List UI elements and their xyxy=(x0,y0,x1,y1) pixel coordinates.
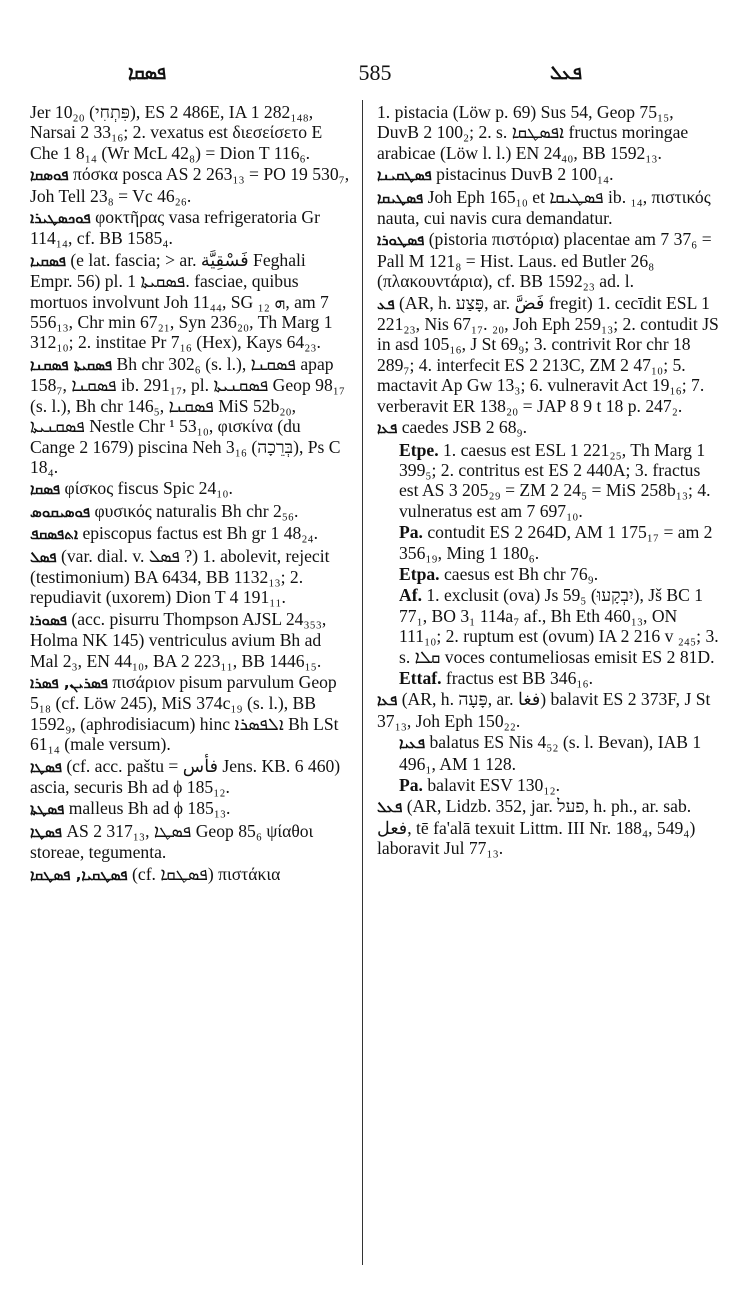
entry-text: balavit ESV 130₁₂. xyxy=(427,775,561,795)
dictionary-entry xyxy=(377,164,720,185)
entry-text: 1. pistacia (Löw p. 69) Sus 54, Geop 75₁₅, DuvB 2 100₂; 2. s. ܐܦܣܛܩܐ fructus moringae arabicae (Löw l. l.) EN 24₄₀, BB 1592₁₃. xyxy=(377,102,689,163)
entry-text: (AR, Lidzb. 352, jar. פעל, h. ph., ar. sab. فعل, tē fa'alā texuit Littm. III Nr. 188₄, 549₄) laboravit Jul 77₁₃. xyxy=(377,796,696,859)
dictionary-entry xyxy=(377,732,720,774)
syriac-headword: ܦܥܐ xyxy=(377,691,398,710)
entry-text: πόσκα posca AS 2 263₁₃ = PO 19 530₇, Joh Tell 23₈ = Vc 46₂₆. xyxy=(30,164,350,206)
dictionary-entry xyxy=(377,187,720,229)
dictionary-entry xyxy=(377,522,720,563)
entry-text: (e lat. fascia; > ar. فَسْقِيَّة Feghali Empr. 56) pl. ܦܣܩܝܬܐ 1. fasciae, quibus mortuos involvunt Joh 11₄₄, SG ܗ ₁₂, am 7 556₁₃, Chr min 67₂₁, Syn 236₂₀, Th Marg 1 312₁₀; 2. institae Pr 7₁₆ (Hex), Kays 64₂₃. xyxy=(30,249,333,353)
syriac-headword: ܦܘܟܣܛܝܪܐ xyxy=(30,209,91,228)
entry-text: pistacinus DuvB 2 100₁₄. xyxy=(436,164,614,185)
dictionary-entry xyxy=(30,102,350,163)
entry-text: (AR, h. פָּעָה, ar. فغا) balavit ES 2 373F, J St 37₁₃, Joh Eph 150₂₂. xyxy=(377,689,711,731)
syriac-headword: ܦܘܣܩܐ xyxy=(30,166,69,185)
entry-text: φυσικός naturalis Bh chr 2₅₆. xyxy=(94,500,299,521)
right-running-headword: ܦܥܠ xyxy=(550,62,583,84)
syriac-headword: ܦܣܛܘܪܐ xyxy=(377,231,425,250)
stem-label: Etpe. xyxy=(399,439,439,460)
entry-text: (var. dial. v. ܦܣܠ ?) 1. abolevit, rejecit (testimonium) BA 6434, BB 1132₁₃; 2. repudiavit (uxorem) Dion T 4 191₁₁. xyxy=(30,545,330,608)
dictionary-entry xyxy=(30,354,350,477)
entry-text: caesus est Bh chr 76₉. xyxy=(443,563,599,584)
dictionary-entry xyxy=(30,609,350,671)
page-header xyxy=(0,62,750,92)
syriac-headword: ܦܣܛܝܩܐ xyxy=(377,188,424,207)
syriac-headword: ܦܘܣܝܩܘܣ xyxy=(30,502,91,521)
syriac-headword: ܦܣܛܩܝܐ, ܦܣܛܩܐ xyxy=(30,865,128,884)
dictionary-entry xyxy=(377,293,720,416)
syriac-headword: ܦܣܛܩܝܢܐ xyxy=(377,166,432,185)
entry-text: Joh Eph 165₁₀ et ܦܣܛܝܩܐ ib. ₁₄, πιστικός nauta, cui navis cura demandatur. xyxy=(377,186,711,229)
entry-text: φοκτῆρας vasa refrigeratoria Gr 114₁₄, cf. BB 1585₄. xyxy=(30,207,320,249)
page-number: 585 xyxy=(358,60,392,85)
entry-text: Bh chr 302₆ (s. l.), ܦܣܩܢܐ apap 158₇, ܦܣܩܢܐ ib. 291₁₇, pl. ܦܣܩܢܝܬܐ Geop 98₁₇ (s. l.), Bh chr 146₅, ܦܣܩܢܐ MiS 52b₂₀, ܦܣܩܢܝܬܐ Nestle Chr ¹ 53₁₀, φισκίνα (du Cange 2 1679) piscina Neh 3₁₆ (בְּרֵכָה), Ps C 18₄. xyxy=(30,353,346,477)
dictionary-entry xyxy=(377,796,720,858)
syriac-headword: ܦܣܪܝܢ, ܦܣܪܐ xyxy=(30,673,108,692)
syriac-headword: ܐܬܦܣܩܦ xyxy=(30,525,79,544)
entry-text: (cf. acc. paštu = فأس Jens. KB. 6 460) ascia, securis Bh ad ϕ 185₁₂. xyxy=(30,755,341,797)
right-column xyxy=(377,102,720,859)
dictionary-entry xyxy=(377,102,720,163)
dictionary-entry xyxy=(30,756,350,798)
syriac-headword: ܦܥܐ xyxy=(377,419,398,438)
dictionary-entry xyxy=(30,672,350,755)
dictionary-entry xyxy=(30,864,350,885)
entry-text: 1. caesus est ESL 1 221₂₅, Th Marg 1 399₅; 2. contritus est ES 2 440A; 3. fractus est AS 3 205₂₉ = ZM 2 24₅ = MiS 258b₁₃; 4. vulneratus est am 7 697₁₀. xyxy=(399,439,711,521)
entry-text: fractus est BB 346₁₆. xyxy=(445,667,594,688)
left-running-headword: ܦܣܩܐ xyxy=(128,62,167,84)
dictionary-entry xyxy=(377,564,720,584)
dictionary-entry xyxy=(30,164,350,206)
entry-text: episcopus factus est Bh gr 1 48₂₄. xyxy=(82,523,319,544)
entry-text: balatus ES Nis 4₅₂ (s. l. Bevan), IAB 1 496₁, AM 1 128. xyxy=(399,732,702,774)
syriac-headword: ܦܣܠ xyxy=(30,547,57,566)
dictionary-entry xyxy=(377,689,720,731)
syriac-headword: ܦܥܝܐ xyxy=(399,734,426,753)
dictionary-entry xyxy=(377,229,720,291)
dictionary-entry xyxy=(377,668,720,688)
dictionary-entry xyxy=(30,546,350,608)
column-divider xyxy=(362,100,363,1265)
dictionary-entry xyxy=(377,440,720,522)
stem-label: Pa. xyxy=(399,522,423,543)
dictionary-entry xyxy=(30,501,350,522)
syriac-headword: ܦܣܛܐ xyxy=(30,757,62,776)
dictionary-entry xyxy=(30,821,350,863)
entry-text: AS 2 317₁₃, ܦܣܛܐ Geop 85₆ ψίαθοι storeae, tegumenta. xyxy=(30,820,314,863)
entry-text: (acc. pisurru Thompson AJSL 24₃₅₃, Holma NK 145) ventriculus avium Bh ad Mal 2₃, EN 44₁₀, BA 2 223₁₁, BB 1446₁₅. xyxy=(30,608,327,671)
syriac-headword: ܦܣܩܝܐ xyxy=(30,251,66,270)
dictionary-entry xyxy=(30,798,350,819)
syriac-headword: ܦܥ xyxy=(377,294,395,313)
stem-label: Pa. xyxy=(399,775,423,795)
syriac-headword: ܦܣܩܐ xyxy=(30,480,61,499)
entry-text: caedes JSB 2 68₉. xyxy=(401,417,528,438)
syriac-headword: ܦܣܩܝܬܐ ܦܣܩܢܐ xyxy=(30,355,113,374)
dictionary-entry xyxy=(30,207,350,249)
left-column xyxy=(30,102,350,885)
dictionary-entry xyxy=(30,250,350,353)
entry-text: contudit ES 2 264D, AM 1 175₁₇ = am 2 356₁₉, Ming 1 180₆. xyxy=(399,522,713,563)
dictionary-entry xyxy=(377,417,720,438)
entry-text: (pistoria πιστόρια) placentae am 7 37₆ = Pall M 121₈ = Hist. Laus. ed Butler 26₈ (πλακουντάρια), cf. BB 1592₂₃ ad. l. xyxy=(377,229,712,292)
stem-label: Af. xyxy=(399,585,422,606)
stem-label: Etpa. xyxy=(399,563,440,584)
entry-text: Jer 10₂₀ (פִּתְחִי), ES 2 486E, IA 1 282₁₄₈, Narsai 2 33₁₆; 2. vexatus est διεσείσετο E Che 1 8₁₄ (Wr McL 42₈) = Dion T 116₆. xyxy=(30,102,323,163)
dictionary-entry xyxy=(377,585,720,667)
dictionary-entry xyxy=(30,478,350,499)
entry-text: malleus Bh ad ϕ 185₁₃. xyxy=(68,798,231,819)
syriac-headword: ܦܥܠ xyxy=(377,798,403,817)
entry-text: φίσκος fiscus Spic 24₁₀. xyxy=(64,478,233,499)
entry-text: (AR, h. פָּצַע, ar. فَضَّ fregit) 1. cecīdit ESL 1 221₂₃, Nis 67₁₇. ₂₀, Joh Eph 259₁₃; 2. contudit JS in asd 105₁₆, J St 69₉; 3. contrivit Ror chr 18 289₇; 4. interfecit ES 2 213C, ZM 2 47₁₀; 5. mactavit Ap Gw 13₃; 6. vulneravit Act 19₁₆; 7. verberavit ER 138₂₀ = JAP 8 9 t 18 p. 247₂. xyxy=(377,292,719,416)
entry-text: 1. exclusit (ova) Js 59₅ (יִבְקָעוּ), Jš BC 1 77₁, BO 3₁ 114a₇ af., Bh Eth 460₁₃, ON 111₁₀; 2. ruptum est (ovum) IA 2 216 v ₂₄₅; 3. s. ܩܠܐ voces contumeliosas emisit ES 2 81D. xyxy=(399,585,719,667)
syriac-headword: ܦܣܛܬܐ xyxy=(30,800,65,819)
dictionary-entry xyxy=(30,523,350,544)
dictionary-entry xyxy=(377,775,720,795)
syriac-headword: ܦܣܘܪܐ xyxy=(30,610,67,629)
entry-text: πισάριον pisum parvulum Geop 5₁₈ (cf. Löw 245), MiS 374c₁₉ (s. l.), BB 1592₉, (aphrodisiacum) hinc ܐܠܦܣܪܐ Bh LSt 61₁₄ (male versum). xyxy=(30,671,339,755)
syriac-headword: ܦܣܛܐ xyxy=(30,822,62,841)
stem-label: Ettaf. xyxy=(399,667,442,688)
entry-text: (cf. ܦܣܛܩܐ) πιστάκια xyxy=(132,863,281,884)
